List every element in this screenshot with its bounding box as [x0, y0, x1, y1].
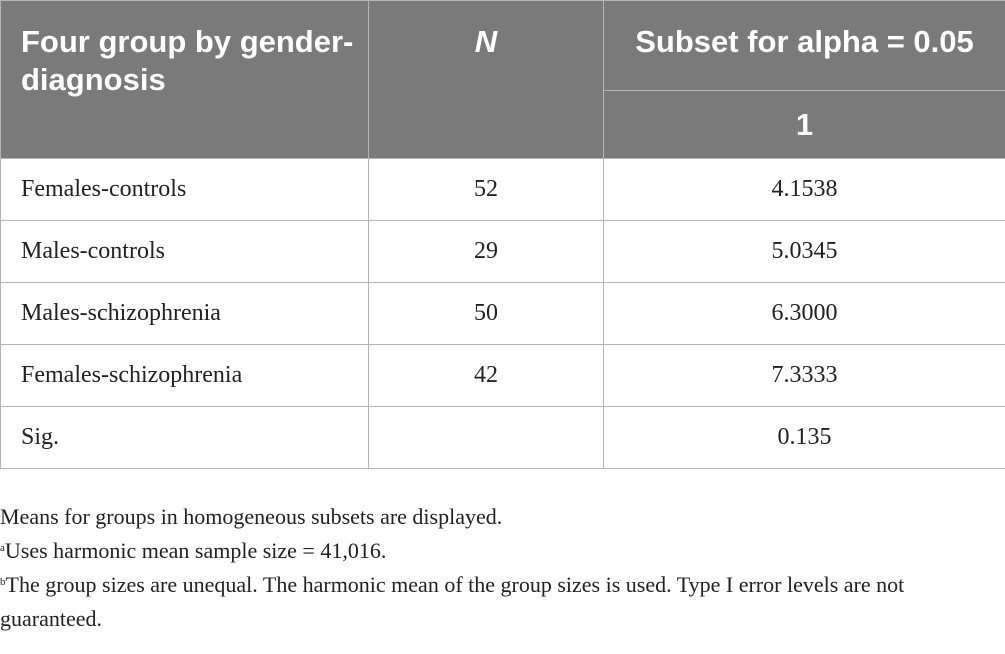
- footnote-a: [0, 534, 1000, 568]
- table-row: [1, 159, 1005, 221]
- header-row: [1, 1, 1005, 91]
- table-header: [1, 1, 1005, 159]
- row-group: Females-schizophrenia: [1, 345, 369, 407]
- footnote-b-text: The group sizes are unequal. The harmonic mean of the group sizes is used. Type I error levels are not guaranteed.: [0, 572, 905, 631]
- footnote-b-marker: b: [0, 576, 6, 588]
- header-n: N: [369, 1, 604, 159]
- row-group: Males-controls: [1, 221, 369, 283]
- row-subset-value: 4.1538: [604, 159, 1005, 221]
- footnote-a-marker: a: [0, 542, 5, 554]
- row-n: 42: [369, 345, 604, 407]
- row-subset-value: 7.3333: [604, 345, 1005, 407]
- table-body: [1, 159, 1005, 469]
- row-subset-value: 6.3000: [604, 283, 1005, 345]
- row-group: Sig.: [1, 407, 369, 469]
- footnote-means: [0, 500, 1000, 534]
- row-subset-value: 5.0345: [604, 221, 1005, 283]
- row-subset-value: 0.135: [604, 407, 1005, 469]
- footnote-means-text: Means for groups in homogeneous subsets are displayed.: [0, 504, 503, 529]
- row-n: 29: [369, 221, 604, 283]
- table-row: [1, 221, 1005, 283]
- header-subset: Subset for alpha = 0.05: [604, 1, 1005, 91]
- table-row: [1, 283, 1005, 345]
- footnote-a-text: Uses harmonic mean sample size = 41,016.: [4, 538, 387, 563]
- header-subset-column: 1: [604, 91, 1005, 159]
- header-group: Four group by gender-diagnosis: [1, 1, 369, 159]
- table-footnotes: [0, 500, 1000, 636]
- row-n: [369, 407, 604, 469]
- row-group: Males-schizophrenia: [1, 283, 369, 345]
- table-row: [1, 345, 1005, 407]
- footnote-b: [0, 568, 1000, 636]
- row-n: 52: [369, 159, 604, 221]
- row-group: Females-controls: [1, 159, 369, 221]
- significance-row: [1, 407, 1005, 469]
- row-n: 50: [369, 283, 604, 345]
